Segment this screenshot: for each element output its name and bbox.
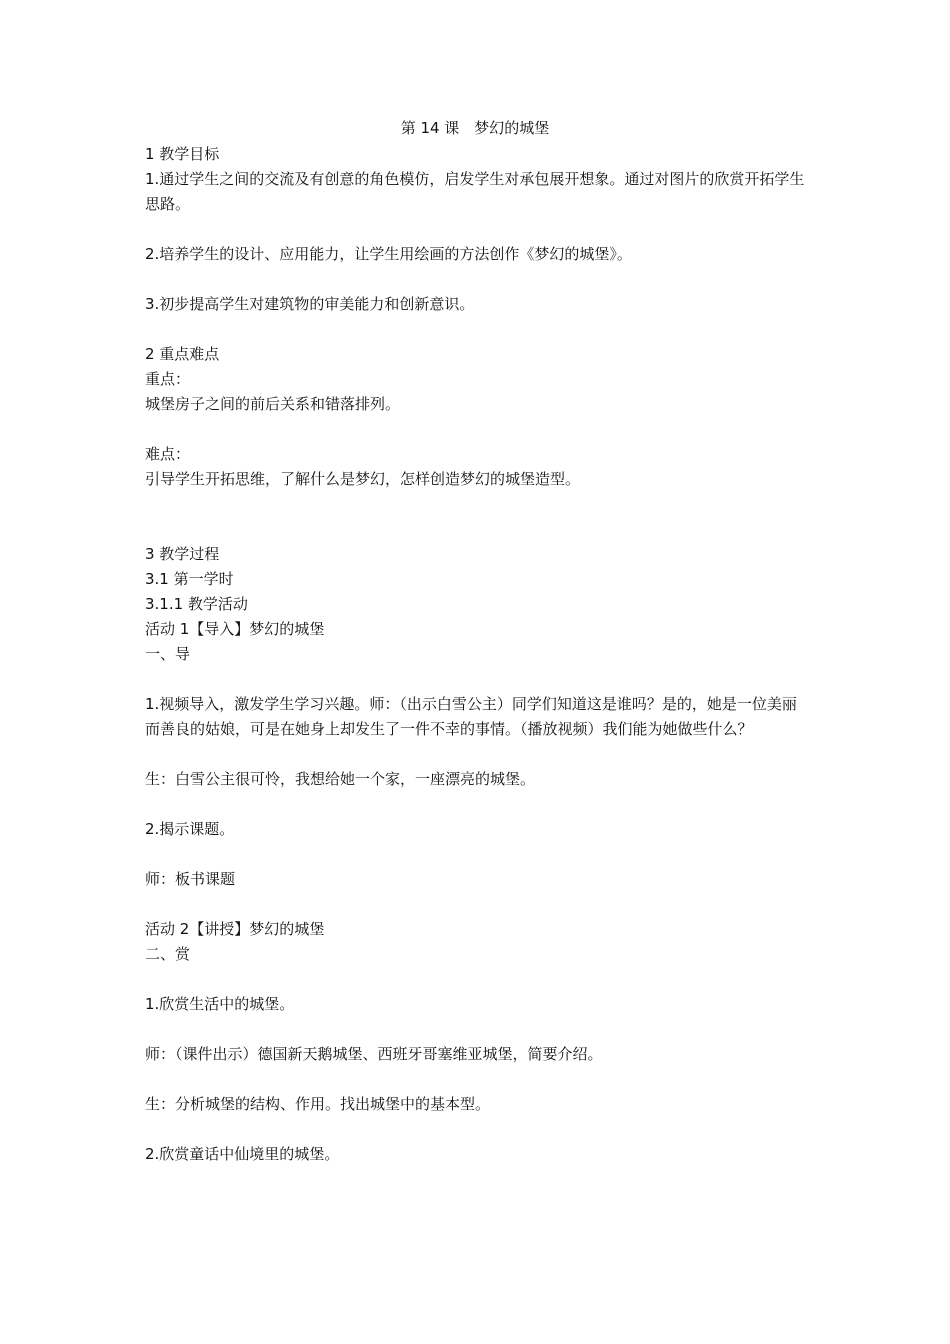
spacer (145, 317, 810, 342)
spacer (145, 492, 810, 542)
paragraph: 难点： (145, 445, 191, 463)
paragraph: 3.1 第一学时 (145, 570, 234, 588)
section-heading: 2 重点难点 (145, 345, 220, 363)
spacer (145, 792, 810, 817)
paragraph: 引导学生开拓思维，了解什么是梦幻，怎样创造梦幻的城堡造型。 (145, 470, 581, 488)
paragraph: 2.欣赏童话中仙境里的城堡。 (145, 1145, 340, 1163)
spacer (145, 667, 810, 692)
paragraph: 3.初步提高学生对建筑物的审美能力和创新意识。 (145, 295, 475, 313)
spacer (145, 267, 810, 292)
paragraph: 活动 1【导入】梦幻的城堡 (145, 620, 325, 638)
paragraph: 城堡房子之间的前后关系和错落排列。 (145, 395, 401, 413)
paragraph: 1.欣赏生活中的城堡。 (145, 995, 295, 1013)
section-heading: 1 教学目标 (145, 145, 220, 163)
paragraph: 生：分析城堡的结构、作用。找出城堡中的基本型。 (145, 1095, 491, 1113)
paragraph: 2.揭示课题。 (145, 820, 235, 838)
document-body (145, 142, 810, 1167)
paragraph: 师：（课件出示）德国新天鹅城堡、西班牙哥塞维亚城堡，简要介绍。 (145, 1045, 603, 1063)
paragraph: 2.培养学生的设计、应用能力，让学生用绘画的方法创作《梦幻的城堡》。 (145, 245, 632, 263)
spacer (145, 1017, 810, 1042)
section-heading: 3 教学过程 (145, 545, 220, 563)
paragraph: 1.通过学生之间的交流及有创意的角色模仿，启发学生对承包展开想象。通过对图片的欣赏开拓学生思路。 (145, 170, 805, 213)
paragraph: 一、导 (145, 645, 191, 663)
spacer (145, 967, 810, 992)
paragraph: 1.视频导入，激发学生学习兴趣。师：（出示白雪公主）同学们知道这是谁吗？是的，她是一位美丽而善良的姑娘，可是在她身上却发生了一件不幸的事情。（播放视频）我们能为她做些什么？ (145, 695, 797, 738)
spacer (145, 742, 810, 767)
document-title: 第 14 课 梦幻的城堡 (400, 119, 550, 137)
spacer (145, 892, 810, 917)
paragraph: 生：白雪公主很可怜，我想给她一个家，一座漂亮的城堡。 (145, 770, 536, 788)
paragraph: 活动 2【讲授】梦幻的城堡 (145, 920, 325, 938)
paragraph: 3.1.1 教学活动 (145, 595, 248, 613)
spacer (145, 217, 810, 242)
paragraph: 师：板书课题 (145, 870, 236, 888)
spacer (145, 1117, 810, 1142)
paragraph: 二、赏 (145, 945, 191, 963)
spacer (145, 842, 810, 867)
spacer (145, 417, 810, 442)
spacer (145, 1067, 810, 1092)
paragraph: 重点： (145, 370, 191, 388)
